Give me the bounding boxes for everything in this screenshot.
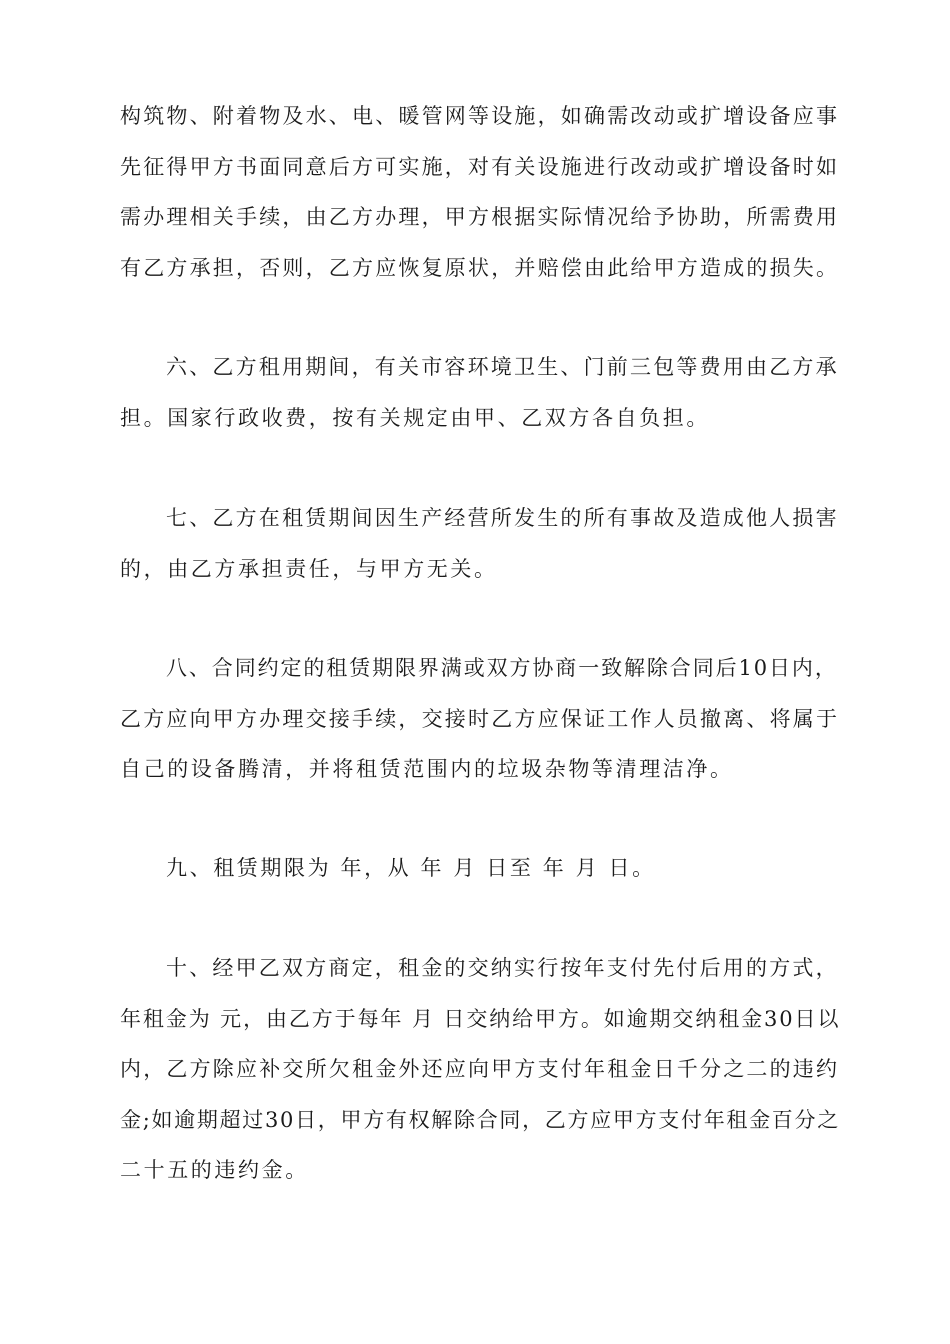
text-line: 担。国家行政收费，按有关规定由甲、乙双方各自负担。 (120, 405, 710, 430)
text-line: 的，由乙方承担责任，与甲方无关。 (120, 556, 498, 581)
text-line: 内，乙方除应补交所欠租金外还应向甲方支付年租金日千分之二的违约 (120, 1057, 840, 1081)
text-line: 九、租赁期限为 年，从 年 月 日至 年 月 日。 (166, 856, 656, 880)
clause-9-paragraph (120, 843, 840, 894)
text-line: 有乙方承担，否则，乙方应恢复原状，并赔偿由此给甲方造成的损失。 (120, 255, 840, 280)
text-line: 需办理相关手续，由乙方办理，甲方根据实际情况给予协助，所需费用 (120, 205, 840, 229)
clause-10-paragraph (120, 943, 840, 1196)
text-line: 构筑物、附着物及水、电、暖管网等设施，如确需改动或扩增设备应事 (120, 104, 840, 128)
text-line: 六、乙方租用期间，有关市容环境卫生、门前三包等费用由乙方承 (166, 355, 839, 379)
text-line: 二十五的违约金。 (120, 1158, 309, 1182)
clause-7-paragraph (120, 493, 840, 594)
text-line: 八、合同约定的租赁期限界满或双方协商一致解除合同后10日内， (166, 656, 838, 680)
text-line: 七、乙方在租赁期间因生产经营所发生的所有事故及造成他人损害 (166, 506, 839, 530)
text-line: 年租金为 元，由乙方于每年 月 日交纳给甲方。如逾期交纳租金30日以 (120, 1006, 841, 1031)
text-line: 先征得甲方书面同意后方可实施，对有关设施进行改动或扩增设备时如 (120, 154, 840, 179)
clause-6-paragraph (120, 342, 840, 443)
paragraph-facilities-modification (120, 91, 840, 293)
clause-8-paragraph (120, 643, 840, 795)
text-line: 十、经甲乙双方商定，租金的交纳实行按年支付先付后用的方式， (166, 956, 839, 980)
text-line: 乙方应向甲方办理交接手续，交接时乙方应保证工作人员撤离、将属于 (120, 706, 840, 731)
text-line: 自己的设备腾清，并将租赁范围内的垃圾杂物等清理洁净。 (120, 757, 734, 781)
text-line: 金;如逾期超过30日，甲方有权解除合同，乙方应甲方支付年租金百分之 (120, 1107, 840, 1132)
